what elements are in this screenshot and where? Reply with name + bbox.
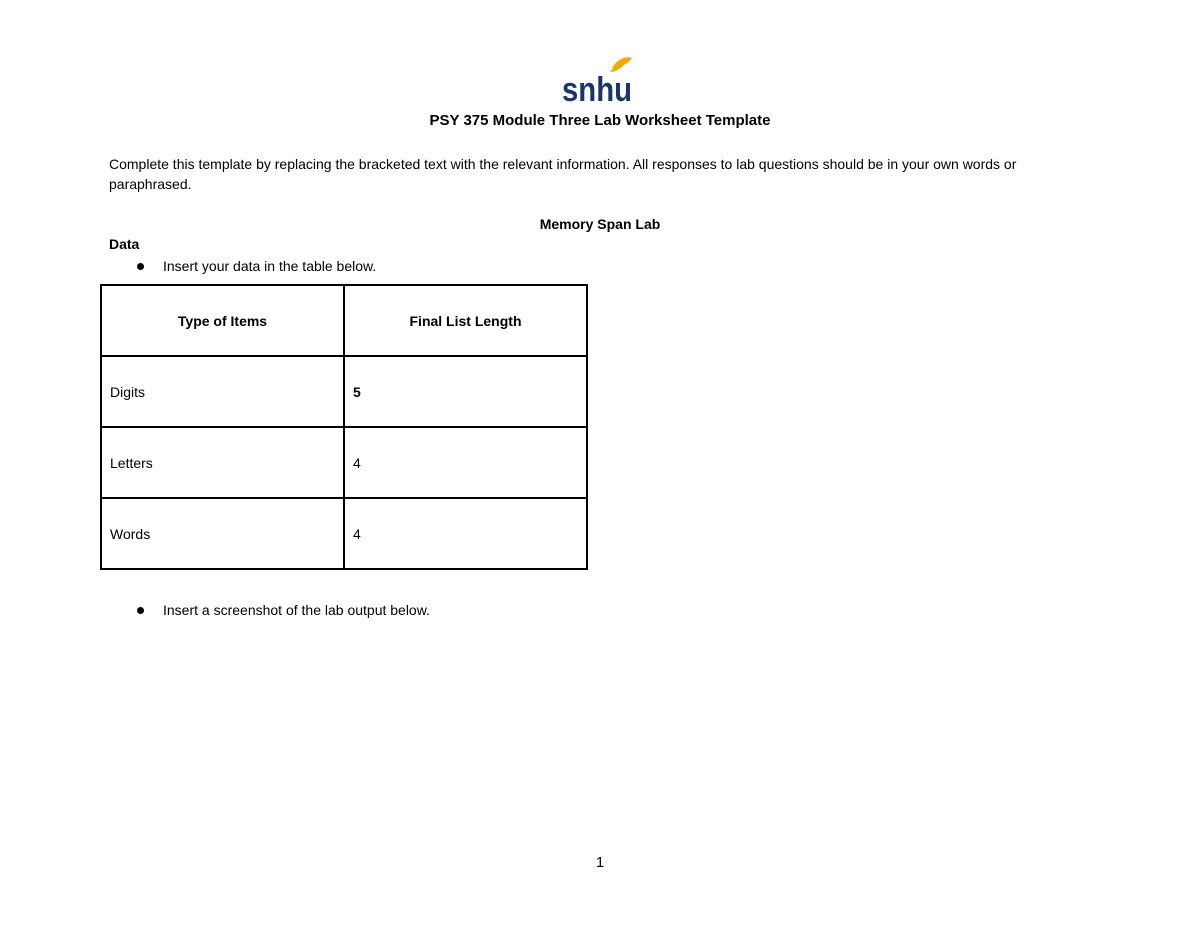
table-cell-length: 4 — [344, 498, 587, 569]
page-title: PSY 375 Module Three Lab Worksheet Template — [429, 112, 771, 129]
bullet-text: Insert a screenshot of the lab output below. — [163, 602, 430, 618]
section-title: Memory Span Lab — [539, 216, 661, 232]
data-heading: Data — [109, 236, 140, 252]
table-cell-type: Letters — [101, 427, 344, 498]
table-row — [101, 356, 587, 427]
table-header-length: Final List Length — [344, 285, 587, 356]
bullet-icon — [137, 607, 144, 614]
intro-paragraph: Complete this template by replacing the bracketed text with the relevant information. All responses to lab questions should be in your own words or paraphrased. — [109, 156, 1017, 192]
table-header-type: Type of Items — [101, 285, 344, 356]
table-row — [101, 498, 587, 569]
snhu-logo-graphic — [560, 54, 640, 106]
bullet-item — [137, 256, 376, 276]
bullet-item — [137, 600, 430, 620]
logo-text: snhu — [562, 71, 632, 106]
table-row — [101, 427, 587, 498]
table-cell-length: 4 — [344, 427, 587, 498]
table-header-row — [101, 285, 587, 356]
data-table — [100, 284, 588, 570]
bullet-icon — [137, 263, 144, 270]
table-cell-type: Words — [101, 498, 344, 569]
table-cell-type: Digits — [101, 356, 344, 427]
snhu-logo — [560, 54, 640, 106]
bullet-text: Insert your data in the table below. — [163, 258, 377, 274]
table-cell-length: 5 — [344, 356, 587, 427]
page-number: 1 — [595, 854, 605, 871]
